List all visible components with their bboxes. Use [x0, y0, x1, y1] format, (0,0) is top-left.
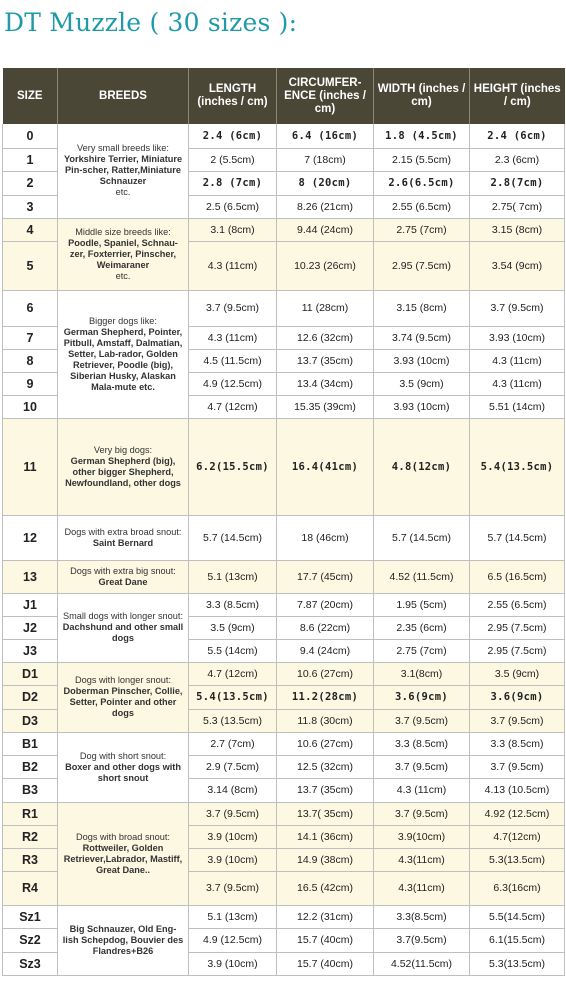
header-length: LENGTH (inches / cm)	[189, 68, 277, 124]
height-cell: 3.54 (9cm)	[470, 241, 565, 290]
size-cell: 5	[3, 241, 58, 290]
circumference-cell: 14.9 (38cm)	[277, 848, 374, 871]
circumference-cell: 10.6 (27cm)	[277, 732, 374, 755]
height-cell: 2.3 (6cm)	[470, 148, 565, 171]
width-cell: 3.3 (8.5cm)	[374, 732, 470, 755]
length-cell: 5.1 (13cm)	[189, 560, 277, 593]
circumference-cell: 11 (28cm)	[277, 290, 374, 326]
height-cell: 5.4(13.5cm)	[470, 418, 565, 515]
height-cell: 6.3(16cm)	[470, 871, 565, 905]
height-cell: 2.95 (7.5cm)	[470, 616, 565, 639]
height-cell: 5.51 (14cm)	[470, 395, 565, 418]
height-cell: 6.1(15.5cm)	[470, 928, 565, 952]
size-cell: D3	[3, 709, 58, 732]
circumference-cell: 12.2 (31cm)	[277, 905, 374, 928]
width-cell: 3.93 (10cm)	[374, 395, 470, 418]
breeds-names: Poodle, Spaniel, Schnau-zer, Foxterrier, Pinscher, Weimaraner	[68, 237, 178, 270]
length-cell: 2.8 (7cm)	[189, 171, 277, 195]
circumference-cell: 16.4(41cm)	[277, 418, 374, 515]
circumference-cell: 13.7 (35cm)	[277, 778, 374, 802]
length-cell: 6.2(15.5cm)	[189, 418, 277, 515]
breeds-cell	[58, 515, 189, 560]
height-cell: 3.5 (9cm)	[470, 662, 565, 685]
circumference-cell: 11.2(28cm)	[277, 685, 374, 709]
breeds-names: Yorkshire Terrier, Miniature Pin-scher, Ratter,Miniature Schnauzer	[63, 154, 183, 187]
length-cell: 5.7 (14.5cm)	[189, 515, 277, 560]
breeds-cell	[58, 418, 189, 515]
length-cell: 4.7 (12cm)	[189, 662, 277, 685]
length-cell: 4.3 (11cm)	[189, 326, 277, 349]
breeds-names: Saint Bernard	[92, 537, 154, 548]
circumference-cell: 13.7 (35cm)	[277, 349, 374, 372]
width-cell: 3.7 (9.5cm)	[374, 709, 470, 732]
width-cell: 3.74 (9.5cm)	[374, 326, 470, 349]
table-row	[3, 560, 565, 593]
length-cell: 2.4 (6cm)	[189, 124, 277, 148]
size-cell: 9	[3, 372, 58, 395]
breeds-outro: etc.	[115, 187, 131, 198]
height-cell: 5.7 (14.5cm)	[470, 515, 565, 560]
height-cell: 4.13 (10.5cm)	[470, 778, 565, 802]
size-cell: 1	[3, 148, 58, 171]
circumference-cell: 12.6 (32cm)	[277, 326, 374, 349]
height-cell: 3.7 (9.5cm)	[470, 755, 565, 778]
circumference-cell: 15.7 (40cm)	[277, 928, 374, 952]
size-cell: R2	[3, 825, 58, 848]
size-cell: 13	[3, 560, 58, 593]
width-cell: 1.8 (4.5cm)	[374, 124, 470, 148]
breeds-intro: Dogs with longer snout:	[74, 675, 171, 685]
length-cell: 4.9 (12.5cm)	[189, 928, 277, 952]
size-table	[2, 68, 565, 976]
width-cell: 3.7 (9.5cm)	[374, 802, 470, 825]
size-cell: R4	[3, 871, 58, 905]
size-cell: B1	[3, 732, 58, 755]
length-cell: 4.7 (12cm)	[189, 395, 277, 418]
width-cell: 4.3 (11cm)	[374, 778, 470, 802]
height-cell: 3.93 (10cm)	[470, 326, 565, 349]
height-cell: 3.7 (9.5cm)	[470, 709, 565, 732]
size-cell: R1	[3, 802, 58, 825]
height-cell: 2.95 (7.5cm)	[470, 639, 565, 662]
size-cell: Sz3	[3, 952, 58, 975]
circumference-cell: 18 (46cm)	[277, 515, 374, 560]
breeds-intro: Dogs with extra broad snout:	[64, 526, 182, 537]
length-cell: 5.1 (13cm)	[189, 905, 277, 928]
circumference-cell: 13.4 (34cm)	[277, 372, 374, 395]
breeds-cell	[58, 802, 189, 905]
width-cell: 3.5 (9cm)	[374, 372, 470, 395]
size-cell: 12	[3, 515, 58, 560]
circumference-cell: 15.35 (39cm)	[277, 395, 374, 418]
width-cell: 3.7(9.5cm)	[374, 928, 470, 952]
circumference-cell: 6.4 (16cm)	[277, 124, 374, 148]
length-cell: 3.9 (10cm)	[189, 952, 277, 975]
height-cell: 5.3(13.5cm)	[470, 848, 565, 871]
height-cell: 2.55 (6.5cm)	[470, 593, 565, 616]
breeds-intro: Bigger dogs like:	[89, 315, 157, 326]
width-cell: 2.95 (7.5cm)	[374, 241, 470, 290]
height-cell: 2.75( 7cm)	[470, 195, 565, 218]
width-cell: 3.3(8.5cm)	[374, 905, 470, 928]
height-cell: 2.4 (6cm)	[470, 124, 565, 148]
size-cell: J3	[3, 639, 58, 662]
length-cell: 3.9 (10cm)	[189, 848, 277, 871]
height-cell: 4.7(12cm)	[470, 825, 565, 848]
height-cell: 4.3 (11cm)	[470, 372, 565, 395]
breeds-intro: Middle size breeds like:	[75, 226, 171, 237]
height-cell: 5.3(13.5cm)	[470, 952, 565, 975]
length-cell: 5.4(13.5cm)	[189, 685, 277, 709]
table-body	[3, 124, 565, 975]
width-cell: 4.52 (11.5cm)	[374, 560, 470, 593]
circumference-cell: 15.7 (40cm)	[277, 952, 374, 975]
breeds-intro: Dogs with extra big snout:	[70, 565, 176, 576]
length-cell: 3.1 (8cm)	[189, 218, 277, 241]
header-height: HEIGHT (inches / cm)	[470, 68, 565, 124]
breeds-intro: Small dogs with longer snout:	[62, 611, 183, 621]
width-cell: 2.35 (6cm)	[374, 616, 470, 639]
breeds-names: German Shepherd, Pointer, Pitbull, Amstaff, Dalmatian, Setter, Lab-rador, Golden Retriever, Poodle (big), Siberian Husky, Alaskan Mala-mute etc.	[63, 326, 183, 392]
size-cell: 0	[3, 124, 58, 148]
breeds-intro: Dogs with broad snout:	[76, 831, 170, 842]
breeds-cell	[58, 662, 189, 732]
breeds-names: Great Dane	[98, 576, 148, 587]
circumference-cell: 12.5 (32cm)	[277, 755, 374, 778]
breeds-names: Doberman Pinscher, Collie, Setter, Pointer and other dogs	[63, 686, 183, 718]
size-cell: B3	[3, 778, 58, 802]
length-cell: 4.3 (11cm)	[189, 241, 277, 290]
table-row	[3, 218, 565, 241]
length-cell: 2 (5.5cm)	[189, 148, 277, 171]
length-cell: 3.7 (9.5cm)	[189, 802, 277, 825]
height-cell: 2.8(7cm)	[470, 171, 565, 195]
circumference-cell: 16.5 (42cm)	[277, 871, 374, 905]
width-cell: 4.3(11cm)	[374, 848, 470, 871]
page-title: DT Muzzle ( 30 sizes ):	[4, 8, 298, 37]
circumference-cell: 11.8 (30cm)	[277, 709, 374, 732]
circumference-cell: 8.6 (22cm)	[277, 616, 374, 639]
header-circumference: CIRCUMFER-ENCE (inches / cm)	[277, 68, 374, 124]
width-cell: 2.75 (7cm)	[374, 218, 470, 241]
length-cell: 3.9 (10cm)	[189, 825, 277, 848]
table-row	[3, 515, 565, 560]
length-cell: 3.5 (9cm)	[189, 616, 277, 639]
breeds-names: Boxer and other dogs with short snout	[65, 761, 181, 783]
width-cell: 3.1(8cm)	[374, 662, 470, 685]
table-row	[3, 418, 565, 515]
size-cell: Sz1	[3, 905, 58, 928]
length-cell: 2.7 (7cm)	[189, 732, 277, 755]
table-row	[3, 290, 565, 326]
width-cell: 3.6(9cm)	[374, 685, 470, 709]
header-breeds: BREEDS	[58, 68, 189, 124]
breeds-intro: Very big dogs:	[93, 444, 153, 455]
breeds-cell	[58, 124, 189, 218]
length-cell: 2.9 (7.5cm)	[189, 755, 277, 778]
width-cell: 3.93 (10cm)	[374, 349, 470, 372]
length-cell: 3.7 (9.5cm)	[189, 871, 277, 905]
breeds-cell	[58, 218, 189, 290]
height-cell: 5.5(14.5cm)	[470, 905, 565, 928]
size-cell: Sz2	[3, 928, 58, 952]
circumference-cell: 14.1 (36cm)	[277, 825, 374, 848]
width-cell: 4.3(11cm)	[374, 871, 470, 905]
height-cell: 6.5 (16.5cm)	[470, 560, 565, 593]
height-cell: 4.92 (12.5cm)	[470, 802, 565, 825]
table-row	[3, 905, 565, 928]
breeds-cell	[58, 560, 189, 593]
table-row	[3, 124, 565, 148]
height-cell: 3.3 (8.5cm)	[470, 732, 565, 755]
table-row	[3, 593, 565, 616]
width-cell: 1.95 (5cm)	[374, 593, 470, 616]
size-cell: R3	[3, 848, 58, 871]
circumference-cell: 10.6 (27cm)	[277, 662, 374, 685]
breeds-cell	[58, 905, 189, 975]
width-cell: 2.75 (7cm)	[374, 639, 470, 662]
width-cell: 2.55 (6.5cm)	[374, 195, 470, 218]
length-cell: 3.14 (8cm)	[189, 778, 277, 802]
size-cell: 4	[3, 218, 58, 241]
header-row	[3, 68, 565, 124]
circumference-cell: 13.7( 35cm)	[277, 802, 374, 825]
breeds-cell	[58, 593, 189, 662]
width-cell: 4.52(11.5cm)	[374, 952, 470, 975]
size-cell: 10	[3, 395, 58, 418]
circumference-cell: 10.23 (26cm)	[277, 241, 374, 290]
width-cell: 3.15 (8cm)	[374, 290, 470, 326]
size-cell: 11	[3, 418, 58, 515]
height-cell: 3.7 (9.5cm)	[470, 290, 565, 326]
breeds-intro: Dog with short snout:	[79, 750, 167, 761]
circumference-cell: 9.4 (24cm)	[277, 639, 374, 662]
width-cell: 3.7 (9.5cm)	[374, 755, 470, 778]
size-cell: 2	[3, 171, 58, 195]
breeds-names: German Shepherd (big), other bigger Shepherd, Newfoundland, other dogs	[65, 455, 181, 488]
size-cell: J2	[3, 616, 58, 639]
circumference-cell: 17.7 (45cm)	[277, 560, 374, 593]
size-cell: 3	[3, 195, 58, 218]
width-cell: 4.8(12cm)	[374, 418, 470, 515]
circumference-cell: 9.44 (24cm)	[277, 218, 374, 241]
length-cell: 2.5 (6.5cm)	[189, 195, 277, 218]
breeds-cell	[58, 290, 189, 418]
length-cell: 5.3 (13.5cm)	[189, 709, 277, 732]
size-cell: B2	[3, 755, 58, 778]
circumference-cell: 8 (20cm)	[277, 171, 374, 195]
height-cell: 3.6(9cm)	[470, 685, 565, 709]
length-cell: 3.7 (9.5cm)	[189, 290, 277, 326]
width-cell: 2.15 (5.5cm)	[374, 148, 470, 171]
size-cell: 6	[3, 290, 58, 326]
table-row	[3, 802, 565, 825]
table-row	[3, 662, 565, 685]
header-width: WIDTH (inches / cm)	[374, 68, 470, 124]
circumference-cell: 7 (18cm)	[277, 148, 374, 171]
circumference-cell: 7.87 (20cm)	[277, 593, 374, 616]
height-cell: 3.15 (8cm)	[470, 218, 565, 241]
table-row	[3, 732, 565, 755]
size-cell: D1	[3, 662, 58, 685]
header-size: SIZE	[3, 68, 58, 124]
breeds-intro: Very small breeds like:	[77, 143, 169, 154]
width-cell: 3.9(10cm)	[374, 825, 470, 848]
breeds-names: Big Schnauzer, Old Eng-lish Schepdog, Bouvier des Flandres+B26	[62, 923, 184, 956]
breeds-names: Dachshund and other small dogs	[62, 622, 184, 643]
size-cell: J1	[3, 593, 58, 616]
breeds-outro: etc.	[115, 270, 131, 281]
length-cell: 4.9 (12.5cm)	[189, 372, 277, 395]
length-cell: 5.5 (14cm)	[189, 639, 277, 662]
breeds-names: Rottweiler, Golden Retriever,Labrador, Mastiff, Great Dane..	[63, 842, 183, 875]
breeds-cell	[58, 732, 189, 802]
height-cell: 4.3 (11cm)	[470, 349, 565, 372]
length-cell: 3.3 (8.5cm)	[189, 593, 277, 616]
size-cell: D2	[3, 685, 58, 709]
size-cell: 8	[3, 349, 58, 372]
circumference-cell: 8.26 (21cm)	[277, 195, 374, 218]
width-cell: 2.6(6.5cm)	[374, 171, 470, 195]
size-cell: 7	[3, 326, 58, 349]
length-cell: 4.5 (11.5cm)	[189, 349, 277, 372]
width-cell: 5.7 (14.5cm)	[374, 515, 470, 560]
